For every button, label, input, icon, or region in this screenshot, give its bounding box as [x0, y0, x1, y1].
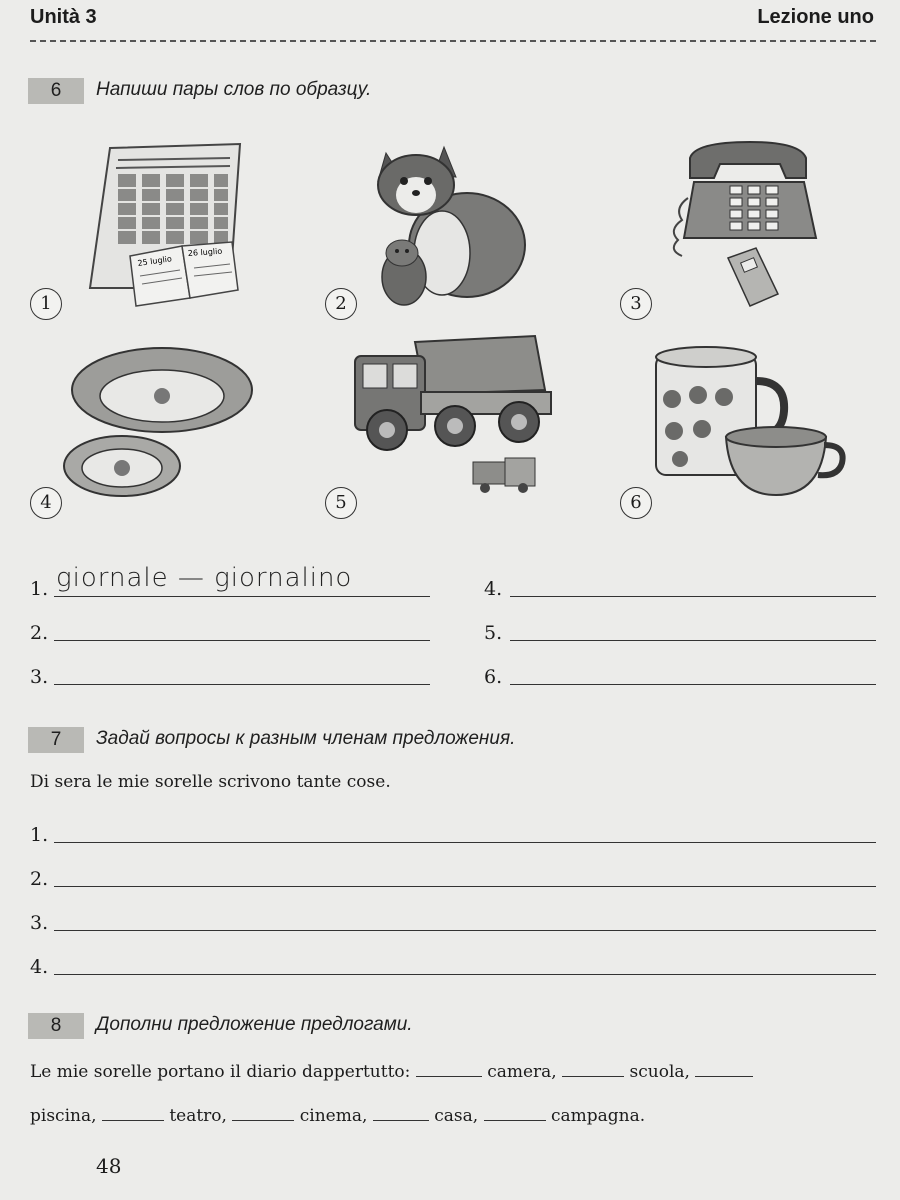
ex6-answer-line-3[interactable] — [54, 684, 430, 685]
ex8-word-cinema: cinema, — [299, 1106, 368, 1126]
unit-label: Unità 3 — [30, 6, 97, 28]
newspaper-icon — [70, 138, 250, 313]
ex6-answer-line-4[interactable] — [510, 596, 876, 597]
ex7-line-4-number: 4. — [30, 956, 49, 978]
exercise-7-sentence: Di sera le mie sorelle scrivono tante cose. — [30, 772, 391, 792]
truck-icon — [345, 330, 565, 500]
ex6-answer-line-6[interactable] — [510, 684, 876, 685]
telephone-icon — [660, 138, 830, 313]
picture-number-3: 3 — [620, 288, 652, 320]
ex8-blank-3[interactable] — [695, 1062, 753, 1077]
cat-icon — [372, 135, 532, 310]
header-rule — [30, 40, 876, 42]
ex8-word-piscina: piscina, — [30, 1106, 97, 1126]
ex6-answer-line-2[interactable] — [54, 640, 430, 641]
exercise-7-title: Задай вопросы к разным членам предложения. — [96, 728, 516, 749]
ex6-line-1-number: 1. — [30, 578, 49, 600]
picture-number-4: 4 — [30, 487, 62, 519]
ex8-blank-2[interactable] — [562, 1062, 624, 1077]
ex7-line-3-number: 3. — [30, 912, 49, 934]
ex8-blank-7[interactable] — [484, 1106, 546, 1121]
exercise-6-number: 6 — [28, 78, 84, 104]
ex8-word-casa: casa, — [434, 1106, 479, 1126]
cup-icon — [650, 345, 850, 510]
ex8-blank-4[interactable] — [102, 1106, 164, 1121]
exercise-8-line-1 — [30, 1062, 753, 1082]
ex7-line-1-number: 1. — [30, 824, 49, 846]
exercise-8-line-2 — [30, 1106, 645, 1126]
picture-number-6: 6 — [620, 487, 652, 519]
ex8-word-campagna: campagna. — [550, 1106, 646, 1126]
ex6-answer-line-5[interactable] — [510, 640, 876, 641]
ex8-blank-5[interactable] — [232, 1106, 294, 1121]
ex8-blank-6[interactable] — [373, 1106, 429, 1121]
ex6-line-4-number: 4. — [484, 578, 503, 600]
exercise-8-title: Дополни предложение предлогами. — [96, 1014, 413, 1035]
ex6-line-2-number: 2. — [30, 622, 49, 644]
ex7-answer-line-2[interactable] — [54, 886, 876, 887]
ex6-line-1-answer: giornale — giornalino — [56, 563, 353, 593]
lesson-label: Lezione uno — [757, 6, 874, 28]
newspaper-date-1: 25 luglio — [137, 254, 173, 268]
newspaper-date-2: 26 luglio — [187, 246, 223, 258]
ex8-word-camera: camera, — [487, 1062, 557, 1082]
ex7-answer-line-3[interactable] — [54, 930, 876, 931]
ex8-word-teatro: teatro, — [169, 1106, 227, 1126]
exercise-6-title: Напиши пары слов по образцу. — [96, 79, 372, 100]
ex6-line-6-number: 6. — [484, 666, 503, 688]
ex6-answer-line-1[interactable] — [54, 596, 430, 597]
ex8-word-scuola: scuola, — [629, 1062, 690, 1082]
exercise-8-number: 8 — [28, 1013, 84, 1039]
picture-number-1: 1 — [30, 288, 62, 320]
ex7-line-2-number: 2. — [30, 868, 49, 890]
ex7-answer-line-1[interactable] — [54, 842, 876, 843]
ex6-line-5-number: 5. — [484, 622, 503, 644]
ex8-blank-1[interactable] — [416, 1062, 482, 1077]
picture-number-5: 5 — [325, 487, 357, 519]
exercise-7-number: 7 — [28, 727, 84, 753]
page-number: 48 — [96, 1154, 122, 1178]
ex8-line1-start: Le mie sorelle portano il diario dappertutto: — [30, 1062, 411, 1082]
ex7-answer-line-4[interactable] — [54, 974, 876, 975]
picture-number-2: 2 — [325, 288, 357, 320]
plate-icon — [62, 340, 262, 500]
ex6-line-3-number: 3. — [30, 666, 49, 688]
